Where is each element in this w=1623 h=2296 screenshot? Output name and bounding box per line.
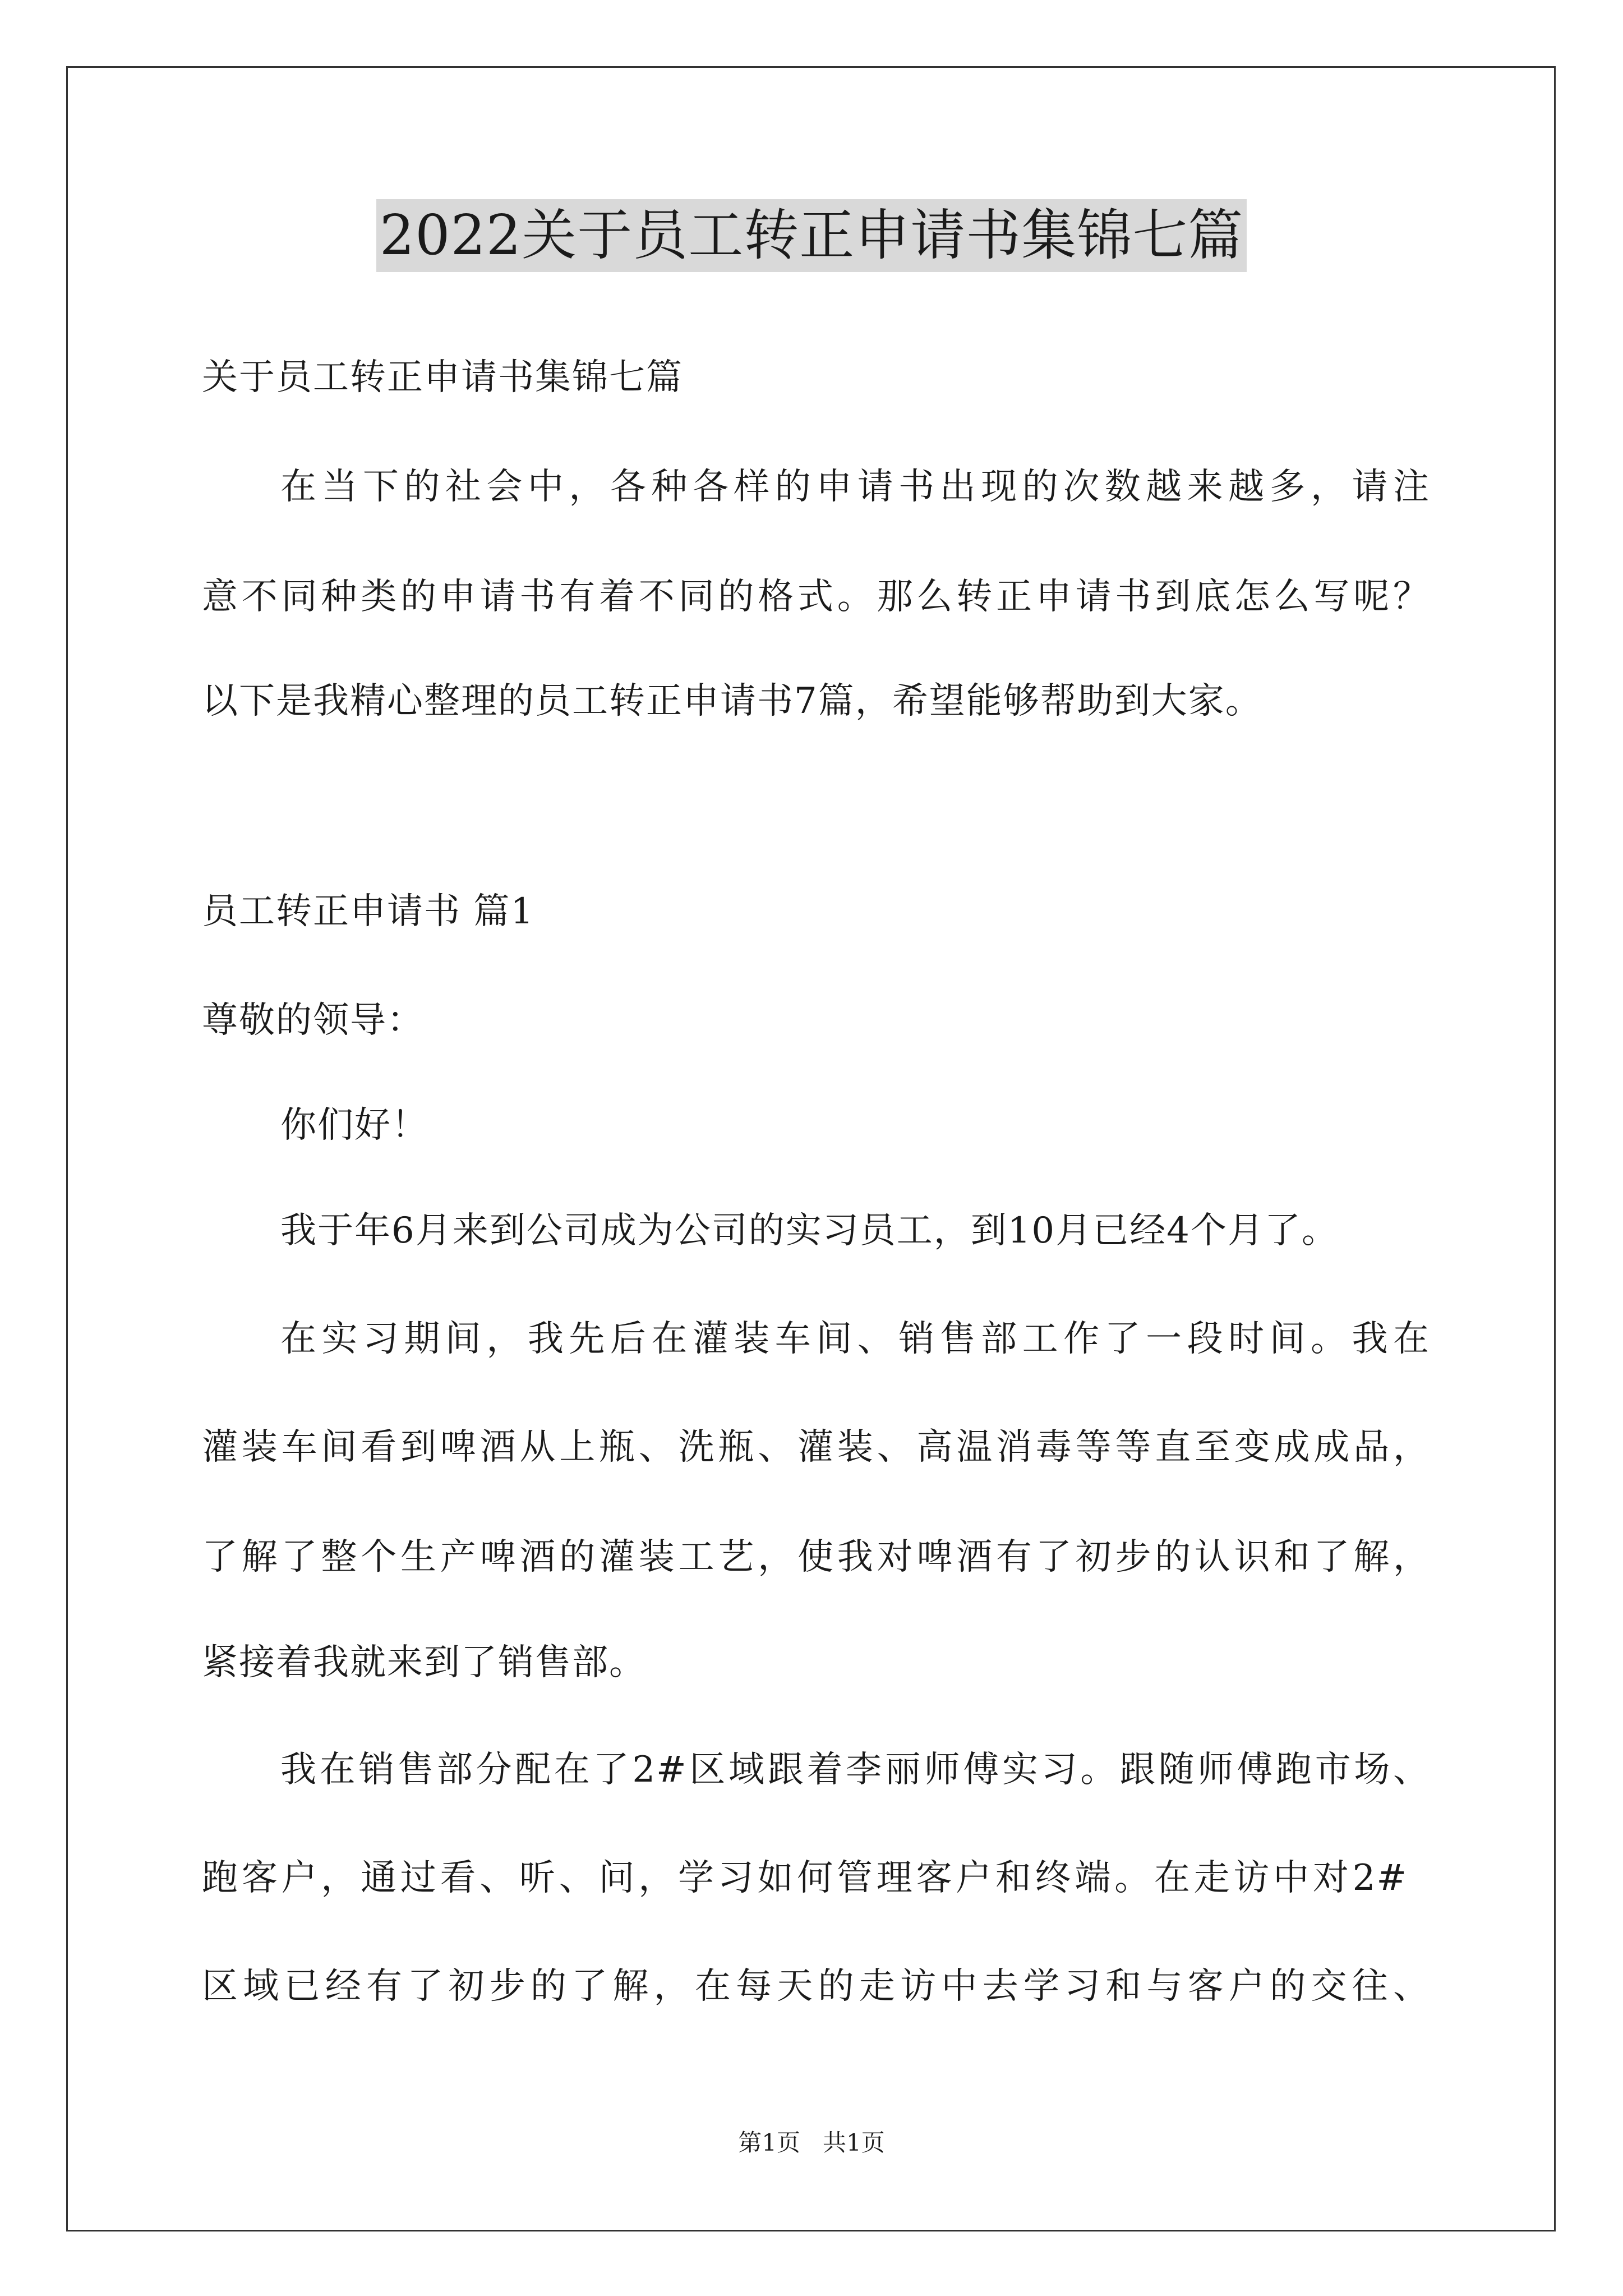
paragraph-2-line-1: 在实习期间，我先后在灌装车间、销售部工作了一段时间。我在 — [280, 1318, 1430, 1360]
intro-line-1: 在当下的社会中，各种各样的申请书出现的次数越来越多，请注 — [280, 466, 1430, 508]
paragraph-3-line-3: 区域已经有了初步的了解，在每天的走访中去学习和与客户的交往、 — [202, 1966, 1430, 2007]
intro-line-2: 意不同种类的申请书有着不同的格式。那么转正申请书到底怎么写呢？ — [202, 576, 1430, 618]
section-heading: 员工转正申请书 篇1 — [202, 891, 535, 932]
paragraph-3-line-2: 跑客户，通过看、听、问，学习如何管理客户和终端。在走访中对2# — [202, 1857, 1408, 1899]
page-footer: 第1页 共1页 — [738, 2129, 885, 2156]
greeting: 你们好！ — [280, 1105, 428, 1146]
subtitle: 关于员工转正申请书集锦七篇 — [202, 357, 683, 398]
salutation: 尊敬的领导： — [202, 1000, 424, 1041]
document-title: 2022关于员工转正申请书集锦七篇 — [376, 199, 1247, 272]
title-container — [0, 199, 1623, 272]
paragraph-2-line-4: 紧接着我就来到了销售部。 — [202, 1642, 646, 1683]
paragraph-1: 我于年6月来到公司成为公司的实习员工，到10月已经4个月了。 — [280, 1210, 1339, 1251]
intro-line-3: 以下是我精心整理的员工转正申请书7篇，希望能够帮助到大家。 — [202, 680, 1262, 722]
paragraph-3-line-1: 我在销售部分配在了2#区域跟着李丽师傅实习。跟随师傅跑市场、 — [280, 1749, 1430, 1791]
paragraph-2-line-2: 灌装车间看到啤酒从上瓶、洗瓶、灌装、高温消毒等等直至变成成品， — [202, 1427, 1430, 1468]
paragraph-2-line-3: 了解了整个生产啤酒的灌装工艺，使我对啤酒有了初步的认识和了解， — [202, 1536, 1430, 1578]
